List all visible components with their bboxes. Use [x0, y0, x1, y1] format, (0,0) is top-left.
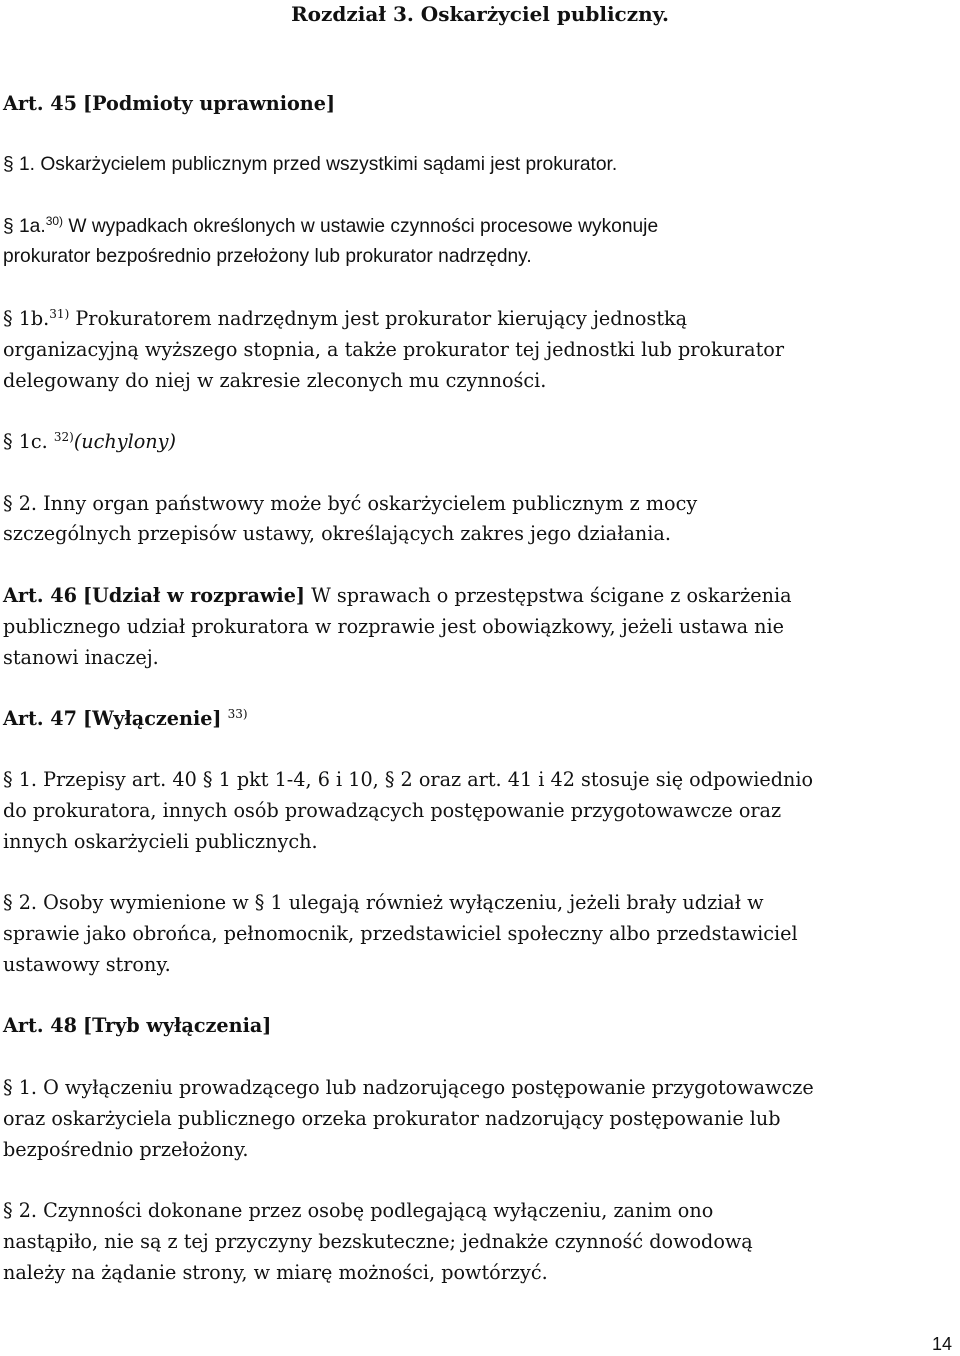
art46-line3: stanowi inaczej.	[3, 646, 159, 669]
art45-p1b-line3: delegowany do niej w zakresie zleconych mu czynności.	[3, 369, 547, 392]
art45-title: [Podmioty uprawnione]	[83, 92, 336, 115]
art47-title: [Wyłączenie]	[83, 707, 222, 730]
art45-p1a-text: W wypadkach określonych w ustawie czynności procesowe wykonuje	[68, 216, 659, 237]
art47-heading	[3, 707, 248, 731]
art45-number: Art. 45	[3, 92, 77, 115]
footnote-ref-31: 31)	[49, 307, 70, 321]
art48-title: [Tryb wyłączenia]	[83, 1014, 272, 1037]
art48-p1-line1: § 1. O wyłączeniu prowadzącego lub nadzorującego postępowanie przygotowawcze	[3, 1076, 814, 1099]
art45-p1a-line2: prokurator bezpośrednio przełożony lub prokurator nadrzędny.	[3, 246, 532, 267]
art46-title: [Udział w rozprawie]	[83, 584, 305, 607]
art47-p1-line2: do prokuratora, innych osób prowadzących postępowanie przygotowawcze oraz	[3, 799, 782, 822]
footnote-ref-32: 32)	[53, 430, 74, 444]
art46-line1	[3, 584, 792, 608]
art45-p1b-line1	[3, 307, 687, 331]
art47-p2-line3: ustawowy strony.	[3, 953, 171, 976]
art45-p1b-line2: organizacyjną wyższego stopnia, a także prokurator tej jednostki lub prokurator	[3, 338, 785, 361]
art47-p1-line3: innych oskarżycieli publicznych.	[3, 830, 318, 853]
art47-p2-line1: § 2. Osoby wymienione w § 1 ulegają również wyłączeniu, jeżeli brały udział w	[3, 891, 764, 914]
art46-number: Art. 46	[3, 584, 77, 607]
art45-p1c-label: § 1c.	[3, 430, 48, 453]
art48-number: Art. 48	[3, 1014, 77, 1037]
art45-p1c	[3, 430, 176, 454]
footnote-ref-33: 33)	[227, 707, 248, 721]
art46-text: W sprawach o przestępstwa ścigane z oskarżenia	[311, 584, 792, 607]
art48-p2-line2: nastąpiło, nie są z tej przyczyny bezskuteczne; jednakże czynność dowodową	[3, 1230, 753, 1253]
art45-p2-line1: § 2. Inny organ państwowy może być oskarżycielem publicznym z mocy	[3, 492, 698, 515]
art45-p1b-text: Prokuratorem nadrzędnym jest prokurator kierujący jednostką	[75, 307, 688, 330]
art48-heading	[3, 1014, 271, 1038]
art47-p2-line2: sprawie jako obrońca, pełnomocnik, przedstawiciel społeczny albo przedstawiciel	[3, 922, 798, 945]
art47-number: Art. 47	[3, 707, 77, 730]
art45-p1: § 1. Oskarżycielem publicznym przed wszystkimi sądami jest prokurator.	[3, 154, 618, 175]
art46-line2: publicznego udział prokuratora w rozprawie jest obowiązkowy, jeżeli ustawa nie	[3, 615, 785, 638]
chapter-title: Rozdział 3. Oskarżyciel publiczny.	[291, 2, 669, 26]
art48-p2-line1: § 2. Czynności dokonane przez osobę podlegającą wyłączeniu, zanim ono	[3, 1199, 714, 1222]
art48-p1-line3: bezpośrednio przełożony.	[3, 1138, 249, 1161]
footnote-ref-30: 30)	[45, 214, 64, 228]
art48-p1-line2: oraz oskarżyciela publicznego orzeka prokurator nadzorujący postępowanie lub	[3, 1107, 781, 1130]
art45-p1c-text: (uchylony)	[73, 430, 176, 453]
art45-p1a-label: § 1a.	[3, 216, 46, 237]
art45-p2-line2: szczególnych przepisów ustawy, określających zakres jego działania.	[3, 522, 671, 545]
art45-heading	[3, 92, 335, 116]
page-number: 14	[931, 1334, 952, 1354]
art45-p1b-label: § 1b.	[3, 307, 50, 330]
art47-p1-line1: § 1. Przepisy art. 40 § 1 pkt 1-4, 6 i 10, § 2 oraz art. 41 i 42 stosuje się odpowiednio	[3, 768, 814, 791]
art48-p2-line3: należy na żądanie strony, w miarę możności, powtórzyć.	[3, 1261, 548, 1284]
art45-p1a-line1	[3, 215, 658, 239]
